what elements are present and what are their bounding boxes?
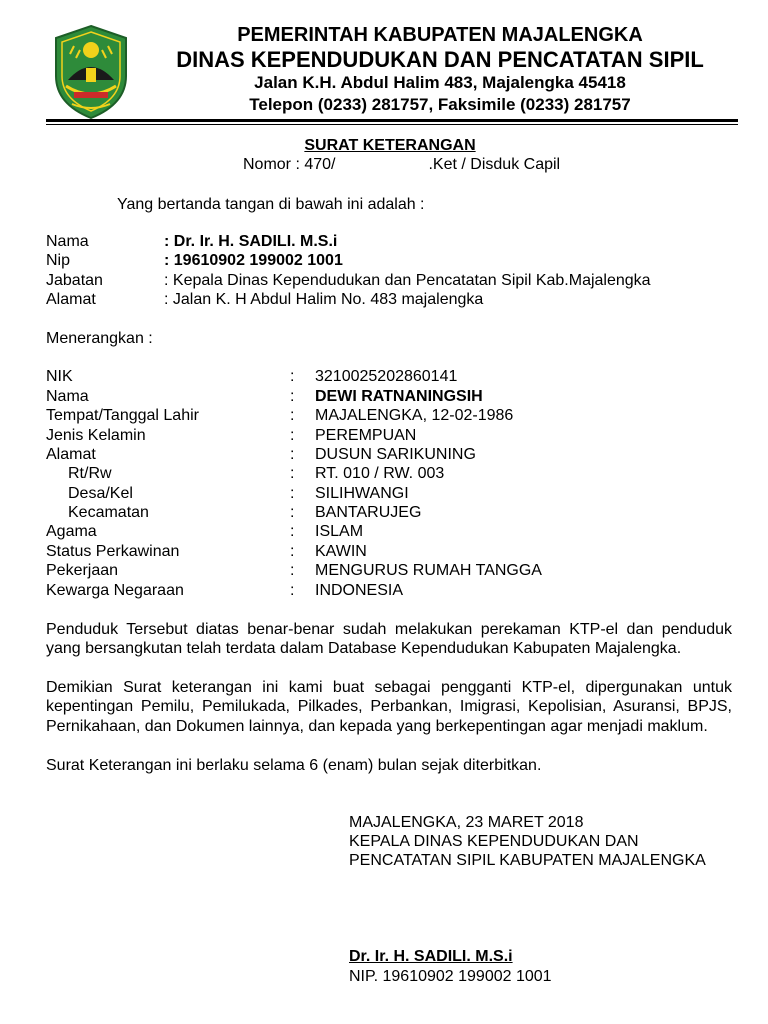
resident-value-kewarganegaraan: INDONESIA: [315, 582, 404, 599]
resident-label-desa: Desa/Kel: [68, 485, 133, 502]
resident-label-kewarganegaraan: Kewarga Negaraan: [46, 582, 184, 599]
resident-label-nama: Nama: [46, 388, 89, 405]
resident-colon: :: [290, 582, 295, 599]
resident-colon: :: [290, 562, 295, 579]
resident-label-ttl: Tempat/Tanggal Lahir: [46, 407, 199, 424]
signer-label-nip: Nip: [46, 252, 71, 269]
letterhead-address: Jalan K.H. Abdul Halim 483, Majalengka 45418: [254, 73, 626, 92]
letterhead-agency: DINAS KEPENDUDUKAN DAN PENCATATAN SIPIL: [176, 47, 704, 72]
purpose-line-2: kepentingan Pemilu, Pemilukada, Pilkades, Perbankan, Imigrasi, Kepolisian, Asuransi, BPJS,: [46, 698, 732, 716]
purpose-paragraph: [46, 678, 732, 736]
letterhead-thick-rule: [46, 119, 738, 122]
letterhead-thin-rule: [46, 124, 738, 125]
resident-value-nik: 3210025202860141: [315, 368, 458, 385]
signer-value-jabatan: : Kepala Dinas Kependudukan dan Pencatatan Sipil Kab.Majalengka: [164, 272, 651, 289]
resident-colon: :: [290, 485, 295, 502]
resident-label-nik: NIK: [46, 368, 73, 385]
signer-label-nama: Nama: [46, 233, 89, 250]
signer-name: Dr. Ir. H. SADILI. M.S.i: [349, 948, 513, 965]
resident-label-alamat: Alamat: [46, 446, 96, 463]
menerangkan-text: Menerangkan :: [46, 330, 153, 347]
resident-colon: :: [290, 543, 295, 560]
validity-paragraph: Surat Keterangan ini berlaku selama 6 (enam) bulan sejak diterbitkan.: [46, 757, 542, 774]
letter-number-suffix: .Ket / Disduk Capil: [428, 156, 561, 173]
statement-line-2: yang bersangkutan telah terdata dalam Database Kependudukan Kabupaten Majalengka.: [46, 640, 682, 658]
resident-value-ttl: MAJALENGKA, 12-02-1986: [315, 407, 514, 424]
resident-value-desa: SILIHWANGI: [315, 485, 409, 502]
letter-number: [243, 155, 560, 174]
resident-value-kecamatan: BANTARUJEG: [315, 504, 422, 521]
resident-colon: :: [290, 523, 295, 540]
resident-value-alamat: DUSUN SARIKUNING: [315, 446, 476, 463]
letterhead-government: PEMERINTAH KABUPATEN MAJALENGKA: [237, 24, 643, 46]
resident-colon: :: [290, 504, 295, 521]
signer-value-alamat: : Jalan K. H Abdul Halim No. 483 majalengka: [164, 291, 484, 308]
resident-colon: :: [290, 388, 295, 405]
resident-colon: :: [290, 368, 295, 385]
signer-value-nama: : Dr. Ir. H. SADILI. M.S.i: [164, 233, 338, 250]
resident-label-rtrw: Rt/Rw: [68, 465, 112, 482]
resident-colon: :: [290, 407, 295, 424]
signer-value-nip: : 19610902 199002 1001: [164, 252, 343, 269]
statement-paragraph: [46, 620, 732, 659]
resident-label-pekerjaan: Pekerjaan: [46, 562, 119, 579]
resident-value-jenis-kelamin: PEREMPUAN: [315, 427, 417, 444]
signer-label-alamat: Alamat: [46, 291, 96, 308]
resident-label-agama: Agama: [46, 523, 97, 540]
letterhead-phone: Telepon (0233) 281757, Faksimile (0233) 281757: [249, 95, 631, 114]
resident-label-status: Status Perkawinan: [46, 543, 180, 560]
majalengka-emblem-icon: [52, 24, 130, 120]
signer-nip: NIP. 19610902 199002 1001: [349, 968, 552, 985]
resident-value-nama: DEWI RATNANINGSIH: [315, 388, 483, 405]
purpose-line-1: Demikian Surat keterangan ini kami buat sebagai pengganti KTP-el, dipergunakan untuk: [46, 679, 732, 696]
resident-value-status: KAWIN: [315, 543, 367, 560]
closing-place-date: MAJALENGKA, 23 MARET 2018: [349, 814, 584, 831]
resident-value-pekerjaan: MENGURUS RUMAH TANGGA: [315, 562, 542, 579]
resident-label-kecamatan: Kecamatan: [68, 504, 149, 521]
resident-value-rtrw: RT. 010 / RW. 003: [315, 465, 445, 482]
resident-label-jenis-kelamin: Jenis Kelamin: [46, 427, 146, 444]
closing-position-1: KEPALA DINAS KEPENDUDUKAN DAN: [349, 833, 639, 850]
signer-label-jabatan: Jabatan: [46, 272, 103, 289]
closing-position-2: PENCATATAN SIPIL KABUPATEN MAJALENGKA: [349, 852, 706, 869]
resident-colon: :: [290, 446, 295, 463]
resident-colon: :: [290, 427, 295, 444]
letter-title: SURAT KETERANGAN: [304, 137, 476, 154]
statement-line-1: Penduduk Tersebut diatas benar-benar sudah melakukan perekaman KTP-el dan penduduk: [46, 621, 732, 638]
purpose-line-3: Pernikahaan, dan Dokumen lainnya, dan kepada yang berkepentingan agar menjadi maklum.: [46, 717, 708, 735]
letter-number-label: Nomor : 470/: [243, 156, 336, 173]
intro-text: Yang bertanda tangan di bawah ini adalah :: [117, 196, 425, 213]
resident-value-agama: ISLAM: [315, 523, 364, 540]
resident-colon: :: [290, 465, 295, 482]
